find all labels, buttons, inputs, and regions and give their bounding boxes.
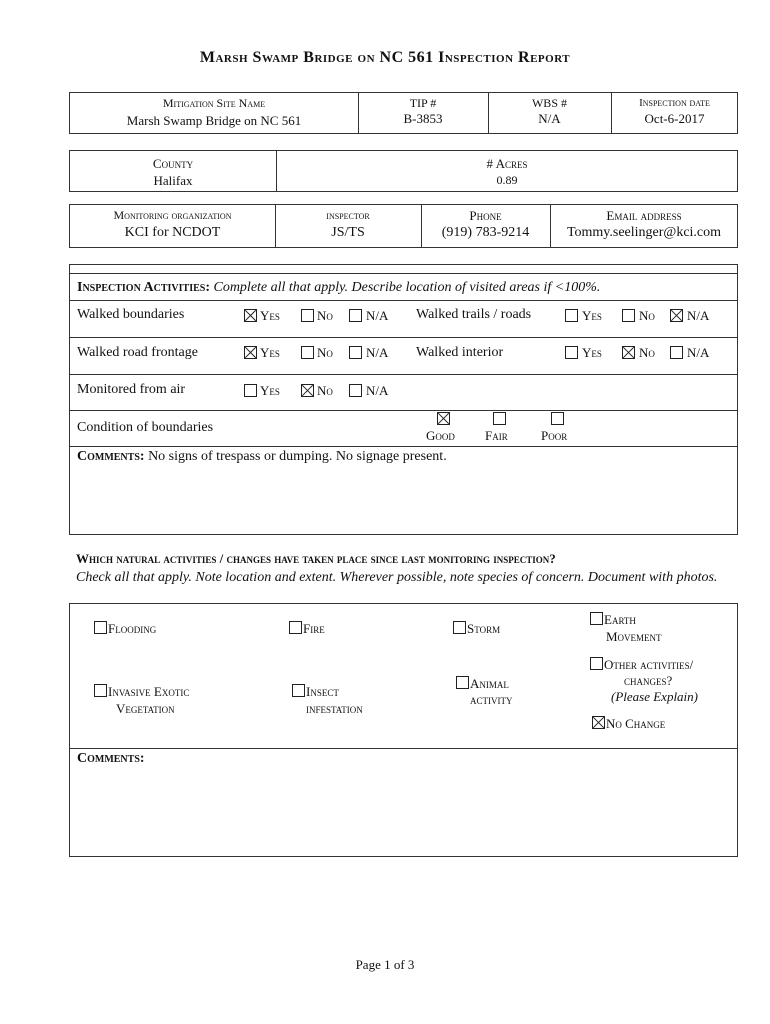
invasive-exotic-vegetation-label-line1: Invasive Exotic bbox=[108, 684, 190, 699]
flooding-checkbox[interactable] bbox=[94, 621, 107, 634]
natural-comments-label: Comments: bbox=[77, 751, 145, 766]
header-row-3 bbox=[69, 204, 738, 248]
inspection-activities-heading bbox=[77, 280, 600, 296]
activities-comments bbox=[77, 449, 447, 465]
inspector-label: inspector bbox=[326, 208, 370, 222]
mitigation-site-name-value: Marsh Swamp Bridge on NC 561 bbox=[126, 113, 302, 128]
monitored-from-air-yes-label: Yes bbox=[260, 383, 280, 398]
walked-boundaries-yes-label: Yes bbox=[260, 308, 280, 323]
insect-infestation-label-line2: infestation bbox=[306, 701, 363, 716]
monitoring-organization-label: Monitoring organization bbox=[113, 208, 232, 222]
monitored-from-air-na-label: N/A bbox=[366, 383, 389, 398]
page-title: Marsh Swamp Bridge on NC 561 Inspection Report bbox=[199, 49, 571, 66]
walked-road-frontage-na-checkbox[interactable] bbox=[349, 346, 362, 359]
walked-interior-na-label: N/A bbox=[687, 345, 710, 360]
tip-label: TIP # bbox=[409, 96, 437, 110]
email-value: Tommy.seelinger@kci.com bbox=[566, 225, 722, 240]
acres-value: 0.89 bbox=[496, 173, 518, 187]
condition-fair-checkbox[interactable] bbox=[493, 412, 506, 425]
animal-activity-label-line2: activity bbox=[470, 692, 513, 707]
natural-activities-instructions bbox=[76, 569, 726, 586]
inspection-date-value: Oct-6-2017 bbox=[644, 111, 705, 126]
condition-of-boundaries-label: Condition of boundaries bbox=[77, 420, 214, 435]
insect-infestation-label-line1: Insect bbox=[306, 684, 339, 699]
county-label: County bbox=[152, 156, 194, 171]
natural-activities-instructions-text: Check all that apply. Note location and extent. Wherever possible, note species of concern. Document with photos. bbox=[76, 570, 718, 585]
monitoring-organization-value: KCI for NCDOT bbox=[124, 225, 221, 240]
flooding-label: Flooding bbox=[108, 621, 157, 636]
walked-interior-no-checkbox[interactable] bbox=[622, 346, 635, 359]
inspector-value: JS/TS bbox=[331, 225, 365, 240]
phone-label: Phone bbox=[469, 208, 502, 223]
walked-trails-yes-checkbox[interactable] bbox=[565, 309, 578, 322]
condition-good-label: Good bbox=[426, 428, 455, 443]
walked-interior-label: Walked interior bbox=[416, 345, 504, 360]
earth-movement-label-line1: Earth bbox=[604, 612, 636, 627]
monitored-from-air-no-label: No bbox=[317, 383, 333, 398]
walked-trails-no-label: No bbox=[639, 308, 655, 323]
fire-label: Fire bbox=[303, 621, 325, 636]
acres-label: # Acres bbox=[486, 156, 528, 171]
header-row-1 bbox=[69, 92, 738, 134]
walked-interior-no-label: No bbox=[639, 345, 655, 360]
walked-trails-label: Walked trails / roads bbox=[416, 307, 532, 322]
natural-activities-heading: Which natural activities / changes have taken place since last monitoring inspection? bbox=[76, 551, 556, 566]
animal-activity-label-line1: Animal bbox=[470, 676, 509, 691]
condition-poor-label: Poor bbox=[541, 428, 568, 443]
condition-fair-label: Fair bbox=[485, 428, 508, 443]
insect-infestation-checkbox[interactable] bbox=[292, 684, 305, 697]
walked-road-frontage-no-checkbox[interactable] bbox=[301, 346, 314, 359]
email-label: Email address bbox=[606, 208, 682, 223]
condition-poor-checkbox[interactable] bbox=[551, 412, 564, 425]
monitored-from-air-yes-checkbox[interactable] bbox=[244, 384, 257, 397]
fire-checkbox[interactable] bbox=[289, 621, 302, 634]
condition-good-checkbox[interactable] bbox=[437, 412, 450, 425]
tip-value: B-3853 bbox=[403, 111, 443, 126]
page-number: Page 1 of 3 bbox=[355, 957, 415, 972]
earth-movement-label-line2: Movement bbox=[606, 629, 662, 644]
inspection-date-label: Inspection date bbox=[639, 97, 710, 109]
walked-interior-yes-label: Yes bbox=[582, 345, 602, 360]
walked-road-frontage-no-label: No bbox=[317, 345, 333, 360]
walked-road-frontage-yes-checkbox[interactable] bbox=[244, 346, 257, 359]
phone-value: (919) 783-9214 bbox=[441, 225, 530, 240]
other-activities-label-line1: Other activities/ bbox=[604, 657, 694, 672]
header-row-2 bbox=[69, 150, 738, 192]
invasive-exotic-vegetation-checkbox[interactable] bbox=[94, 684, 107, 697]
no-change-checkbox[interactable] bbox=[592, 716, 605, 729]
inspection-activities-heading-instructions: Complete all that apply. Describe location of visited areas if <100%. bbox=[213, 280, 601, 295]
walked-boundaries-yes-checkbox[interactable] bbox=[244, 309, 257, 322]
storm-label: Storm bbox=[467, 621, 501, 636]
walked-boundaries-na-label: N/A bbox=[366, 308, 389, 323]
monitored-from-air-label: Monitored from air bbox=[77, 382, 186, 397]
other-activities-checkbox[interactable] bbox=[590, 657, 603, 670]
storm-checkbox[interactable] bbox=[453, 621, 466, 634]
walked-boundaries-label: Walked boundaries bbox=[77, 307, 185, 322]
inspection-activities-heading-bold: Inspection Activities: bbox=[77, 280, 210, 295]
mitigation-site-name-label: Mitigation Site Name bbox=[162, 96, 266, 110]
walked-trails-na-label: N/A bbox=[687, 308, 710, 323]
walked-road-frontage-yes-label: Yes bbox=[260, 345, 280, 360]
invasive-exotic-vegetation-label-line2: Vegetation bbox=[116, 701, 175, 716]
walked-boundaries-no-checkbox[interactable] bbox=[301, 309, 314, 322]
earth-movement-checkbox[interactable] bbox=[590, 612, 603, 625]
activities-comments-label: Comments: bbox=[77, 449, 145, 464]
walked-trails-no-checkbox[interactable] bbox=[622, 309, 635, 322]
inspection-activities-section bbox=[69, 264, 738, 535]
walked-road-frontage-label: Walked road frontage bbox=[77, 345, 198, 360]
walked-trails-yes-label: Yes bbox=[582, 308, 602, 323]
no-change-label: No Change bbox=[606, 716, 666, 731]
wbs-value: N/A bbox=[538, 111, 561, 126]
monitored-from-air-no-checkbox[interactable] bbox=[301, 384, 314, 397]
walked-trails-na-checkbox[interactable] bbox=[670, 309, 683, 322]
county-value: Halifax bbox=[153, 173, 193, 188]
other-activities-label-line3: (Please Explain) bbox=[611, 689, 698, 704]
walked-interior-yes-checkbox[interactable] bbox=[565, 346, 578, 359]
monitored-from-air-na-checkbox[interactable] bbox=[349, 384, 362, 397]
walked-interior-na-checkbox[interactable] bbox=[670, 346, 683, 359]
walked-boundaries-na-checkbox[interactable] bbox=[349, 309, 362, 322]
activities-comments-text: No signs of trespass or dumping. No signage present. bbox=[148, 449, 447, 464]
walked-boundaries-no-label: No bbox=[317, 308, 333, 323]
other-activities-label-line2: changes? bbox=[624, 673, 673, 688]
walked-road-frontage-na-label: N/A bbox=[366, 345, 389, 360]
wbs-label: WBS # bbox=[531, 96, 567, 110]
animal-activity-checkbox[interactable] bbox=[456, 676, 469, 689]
